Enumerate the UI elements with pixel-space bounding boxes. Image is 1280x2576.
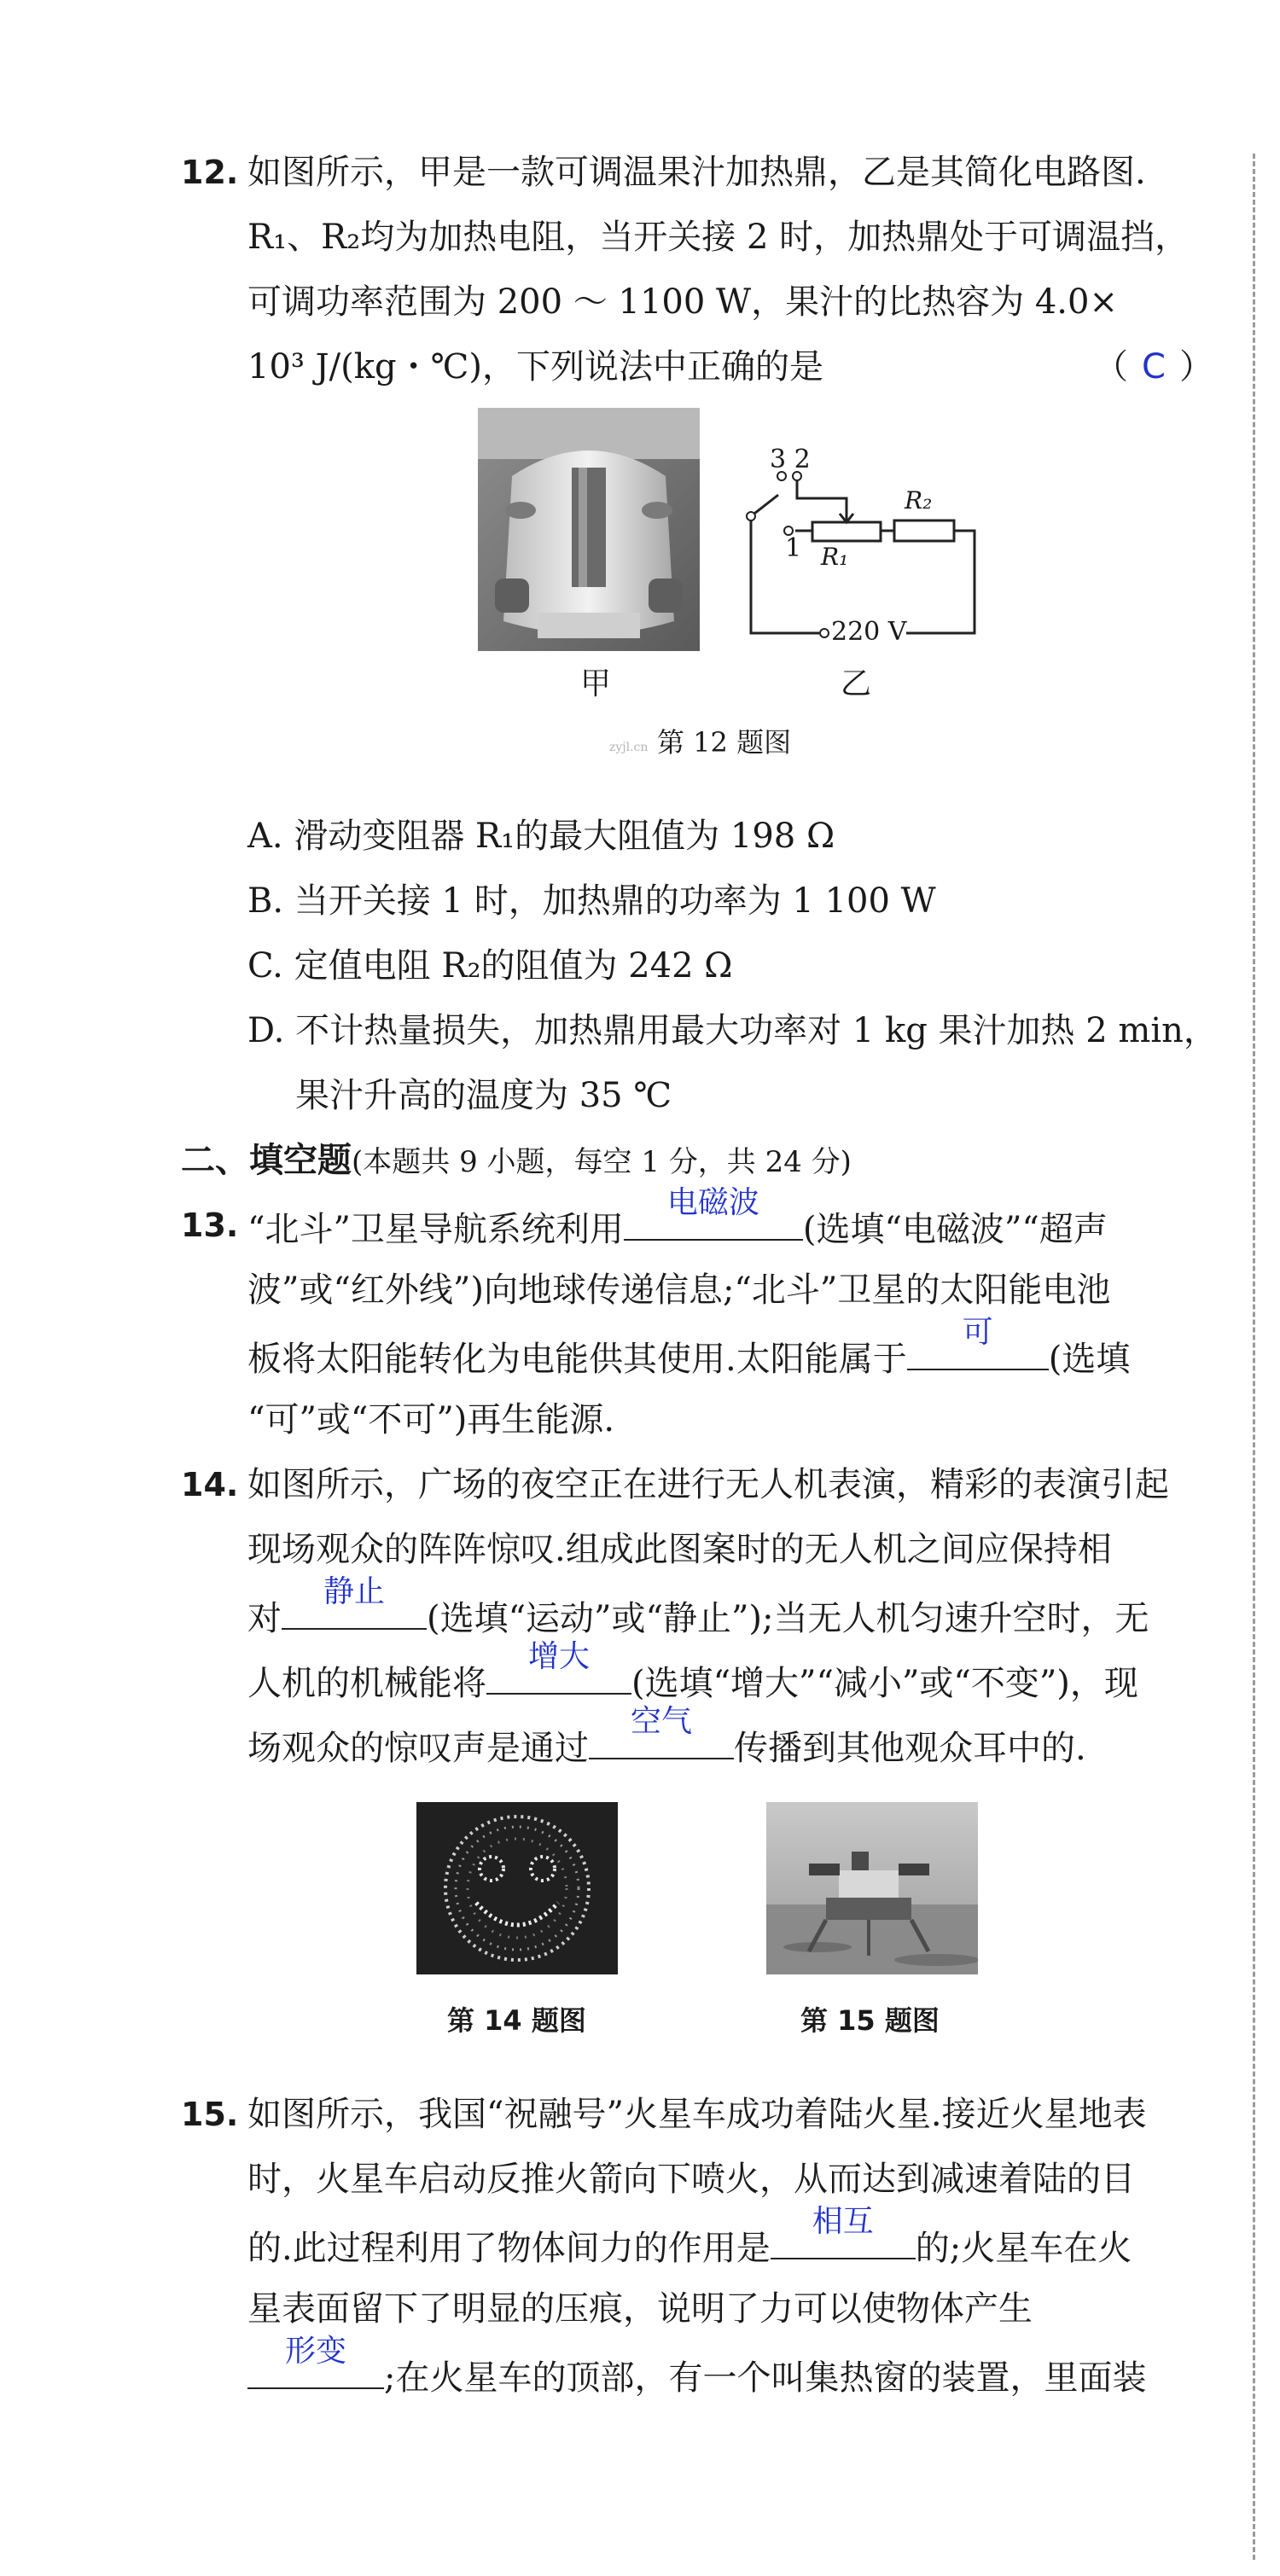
paren-close: ） <box>1178 347 1213 387</box>
q12-option-d-cont: 果汁升高的温度为 35 ℃ <box>295 1076 672 1115</box>
q12-caption: 第 12 题图 <box>657 726 792 759</box>
q14-text-4a: 人机的机械能将 <box>247 1664 486 1703</box>
r1-label: R₁ <box>821 543 849 571</box>
drone-smiley-image <box>416 1802 618 1974</box>
switch-labels: 3 2 <box>770 445 811 474</box>
contact-1-label: 1 <box>785 533 802 563</box>
q15-text-3a: 的.此过程利用了物体间力的作用是 <box>247 2229 771 2268</box>
q14-blank2 <box>486 1639 631 1695</box>
q13-answer2: 可 <box>962 1315 993 1350</box>
q15-number: 15. <box>181 2096 239 2133</box>
q14-text-3a: 对 <box>247 1599 282 1638</box>
q12-option-b: B. 当开关接 1 时，加热鼎的功率为 1 100 W <box>247 881 936 921</box>
q14-text-5a: 场观众的惊叹声是通过 <box>247 1729 589 1768</box>
q15-blank1 <box>771 2204 916 2259</box>
q13-text-1a: “北斗”卫星导航系统利用 <box>247 1210 624 1249</box>
q13-line4: “可”或“不可”)再生能源. <box>247 1400 615 1439</box>
q12-answer-bracket <box>1094 341 1213 393</box>
q13-answer1: 电磁波 <box>666 1185 759 1220</box>
q12-line1: 如图所示，甲是一款可调温果汁加热鼎，乙是其简化电路图. <box>247 153 1146 192</box>
margin-dashed-line <box>1253 154 1255 2560</box>
q12-number: 12. <box>181 154 239 191</box>
q13-line1 <box>247 1185 1108 1255</box>
q12-answer: C <box>1142 347 1166 387</box>
q12-line4: 10³ J/(kg・℃)，下列说法中正确的是 <box>247 347 823 387</box>
q13-text-3a: 板将太阳能转化为电能供其使用.太阳能属于 <box>247 1340 907 1379</box>
watermark: zyjl.cn <box>609 741 649 754</box>
q12-line3: 可调功率范围为 200 ～ 1100 W，果汁的比热容为 4.0× <box>247 282 1118 322</box>
terminal-left <box>820 629 829 637</box>
q15-caption: 第 15 题图 <box>800 2004 940 2037</box>
q14-blank1 <box>282 1574 427 1630</box>
q14-blank3 <box>589 1704 734 1759</box>
q14-line4 <box>247 1639 1138 1709</box>
q14-text-5b: 传播到其他观众耳中的. <box>734 1729 1086 1768</box>
q13-line2: 波”或“红外线”)向地球传递信息;“北斗”卫星的太阳能电池 <box>247 1271 1111 1310</box>
q13-blank2 <box>907 1315 1049 1370</box>
juice-heater-photo <box>478 408 700 651</box>
q12-option-a: A. 滑动变阻器 R₁的最大阻值为 198 Ω <box>247 817 835 856</box>
voltage-label: 220 V <box>831 617 907 647</box>
q14-caption: 第 14 题图 <box>447 2004 586 2037</box>
section2-heading <box>181 1135 852 1188</box>
q14-text-3b: (选填“运动”或“静止”);当无人机匀速升空时，无 <box>427 1599 1149 1638</box>
juice-heater-image <box>478 408 700 651</box>
q15-blank2 <box>247 2334 384 2389</box>
switch-pivot <box>747 512 755 520</box>
q15-answer2: 形变 <box>284 2334 346 2369</box>
q12-option-d: D. 不计热量损失，加热鼎用最大功率对 1 kg 果汁加热 2 min， <box>247 1011 1218 1050</box>
q14-line2: 现场观众的阵阵惊叹.组成此图案时的无人机之间应保持相 <box>247 1530 1112 1569</box>
q15-text-5b: ;在火星车的顶部，有一个叫集热窗的装置，里面装 <box>384 2358 1147 2398</box>
q13-line3 <box>247 1315 1131 1385</box>
q13-text-3b: (选填 <box>1048 1340 1131 1379</box>
q15-line2: 时，火星车启动反推火箭向下喷火，从而达到减速着陆的目 <box>247 2160 1135 2199</box>
mars-rover-photo <box>766 1802 978 1974</box>
mars-rover-image <box>766 1802 978 1974</box>
q13-text-1b: (选填“电磁波”“超声 <box>802 1210 1108 1249</box>
q14-line1: 如图所示，广场的夜空正在进行无人机表演，精彩的表演引起 <box>247 1465 1169 1504</box>
q13-blank1 <box>624 1185 803 1241</box>
q14-line3 <box>247 1574 1149 1644</box>
q15-text-3b: 的;火星车在火 <box>915 2229 1132 2268</box>
q14-answer3: 空气 <box>630 1704 692 1739</box>
r2-label: R₂ <box>905 486 933 515</box>
q15-line1: 如图所示，我国“祝融号”火星车成功着陆火星.接近火星地表 <box>247 2095 1147 2134</box>
q15-answer1: 相互 <box>812 2204 874 2239</box>
drone-smiley-photo <box>416 1802 618 1974</box>
q12-line2: R₁、R₂均为加热电阻，当开关接 2 时，加热鼎处于可调温挡， <box>247 218 1190 257</box>
q14-answer2: 增大 <box>527 1639 590 1674</box>
q12-option-c: C. 定值电阻 R₂的阻值为 242 Ω <box>247 946 733 986</box>
q15-line4: 星表面留下了明显的压痕，说明了力可以使物体产生 <box>247 2289 1033 2329</box>
q15-line5 <box>247 2334 1147 2404</box>
q14-line5 <box>247 1704 1086 1774</box>
q14-text-4b: (选填“增大”“减小”或“不变”)，现 <box>631 1664 1138 1703</box>
q15-line3 <box>247 2204 1132 2274</box>
circuit-diagram <box>734 445 1007 666</box>
q13-number: 13. <box>181 1207 239 1244</box>
section2-note: (本题共 9 小题，每空 1 分，共 24 分) <box>352 1145 852 1179</box>
fig-label-a: 甲 <box>580 666 612 701</box>
q14-number: 14. <box>181 1466 239 1503</box>
fig-label-b: 乙 <box>841 666 872 701</box>
section2-title: 二、填空题 <box>181 1141 352 1180</box>
q14-answer1: 静止 <box>323 1574 385 1609</box>
paren-open: （ <box>1094 347 1128 387</box>
